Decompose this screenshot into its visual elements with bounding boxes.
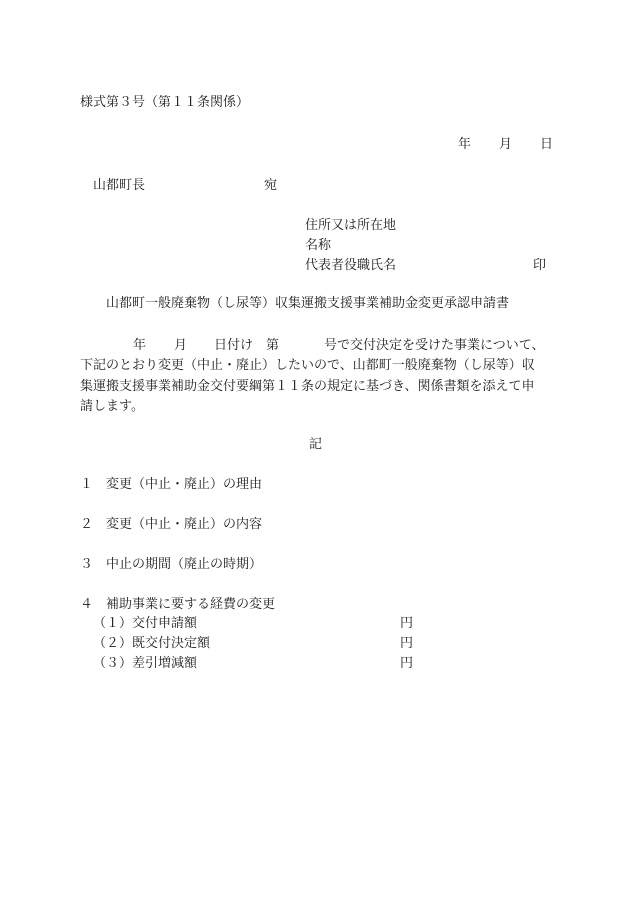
body-month-label: 月	[174, 338, 188, 353]
body-year-label: 年	[133, 338, 147, 353]
document-title: 山都町一般廃棄物（し尿等）収集運搬支援事業補助金変更承認申請書	[106, 296, 510, 311]
addressee-name: 山都町長	[93, 178, 146, 193]
body-line3: 集運搬支援事業補助金交付要綱第１１条の規定に基づき、関係書類を添えて申	[80, 379, 535, 394]
representative-label: 代表者役職氏名	[305, 258, 397, 273]
seal-mark: 印	[533, 258, 547, 273]
amount-label: （２）既交付決定額	[93, 636, 211, 651]
applicant-name-label: 名称	[305, 238, 332, 253]
body-line2: 下記のとおり変更（中止・廃止）したいので、山都町一般廃棄物（し尿等）収	[80, 358, 535, 373]
date-year-label: 年	[458, 137, 472, 152]
item-label: 変更（中止・廃止）の内容	[106, 517, 263, 532]
item-number: ４	[80, 597, 94, 612]
date-month-label: 月	[499, 137, 513, 152]
item-number: ３	[80, 557, 94, 572]
body-dated-label: 日付け	[214, 338, 254, 353]
body-line1-rest: 号で交付決定を受けた事業について、	[324, 338, 545, 353]
amount-unit: 円	[400, 616, 414, 631]
body-line4: 請します。	[80, 399, 144, 414]
item-label: 中止の期間（廃止の時期）	[106, 557, 263, 572]
body-number-label: 第	[266, 338, 280, 353]
amount-label: （１）交付申請額	[93, 616, 198, 631]
amount-unit: 円	[400, 636, 414, 651]
amount-label: （３）差引増減額	[93, 656, 198, 671]
form-number: 様式第３号（第１１条関係）	[80, 95, 250, 110]
address-label: 住所又は所在地	[305, 218, 397, 233]
item-label: 変更（中止・廃止）の理由	[106, 477, 263, 492]
ki-heading: 記	[309, 437, 323, 452]
item-label: 補助事業に要する経費の変更	[106, 597, 276, 612]
date-day-label: 日	[540, 137, 554, 152]
item-number: １	[80, 477, 94, 492]
amount-unit: 円	[400, 656, 414, 671]
addressee-honorific: 宛	[264, 178, 278, 193]
item-number: ２	[80, 517, 94, 532]
